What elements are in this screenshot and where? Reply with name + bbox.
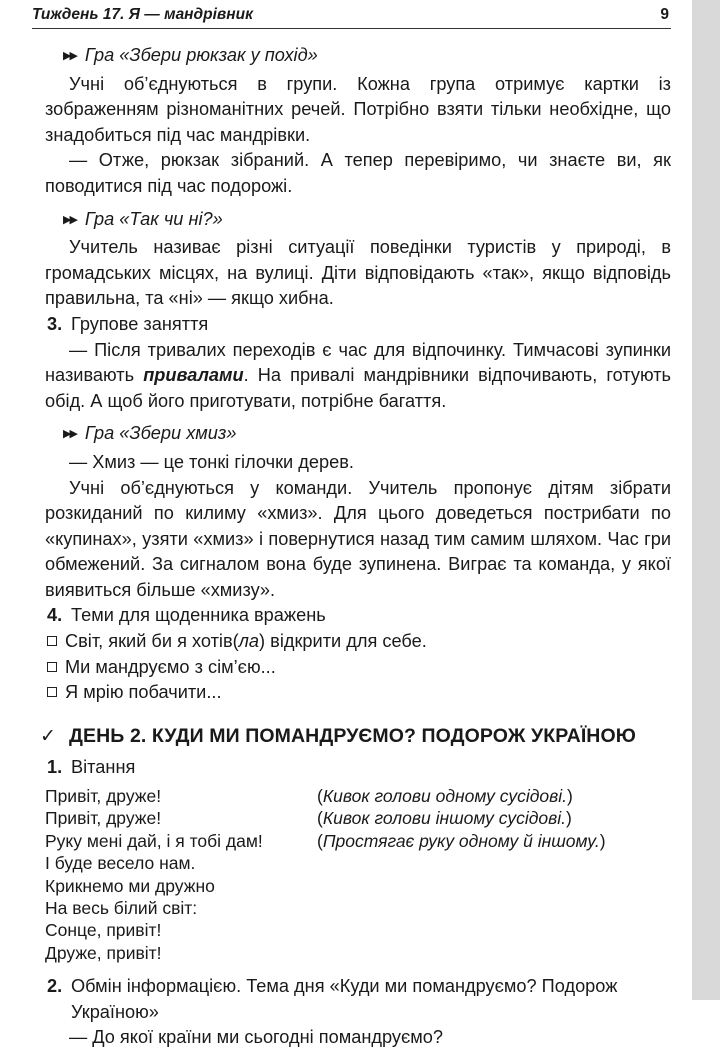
text-run: — Після тривалих переходів є час для відпочинку. Тимчасові зупинки називають <box>45 339 671 386</box>
game-title-text: Гра «Так чи ні?» <box>84 208 223 229</box>
square-bullet-icon <box>47 636 57 646</box>
poem-line: Руку мені дай, і я тобі дам! <box>45 830 263 851</box>
section-number: 2. <box>47 976 63 997</box>
poem-line: І буде весело нам. <box>45 853 196 874</box>
paragraph: Учні об’єднуються у команди. Учитель пропонує дітям зібрати розкиданий по килиму «хмиз». Для цього доведеться пострибати по «купинах», узяти «хмиз» і повернутися назад тим самим шляхом. Час гри обмежений. За сигналом вона буде зупинена. Виграє та команда, у якої виявиться більше «хмизу». <box>45 477 671 600</box>
text-run: . На привалі мандрівники відпочивають, готують обід. А щоб його приготувати, потрібне багаття. <box>45 365 671 411</box>
paragraph: Учні об’єднуються в групи. Кожна група отримує картки із зображенням різноманітних речей. Потрібно взяти тільки необхідне, що знадобиться під час мандрівки. <box>45 73 671 145</box>
poem-line: Крикнемо ми дружно <box>45 875 215 896</box>
poem-line: Привіт, друже! <box>45 786 162 807</box>
game-title-text: Гра «Збери рюкзак у похід» <box>84 45 318 65</box>
page-content <box>40 36 671 1051</box>
poem-line: Друже, привіт! <box>45 942 162 963</box>
section-number: 3. <box>47 313 63 334</box>
section-heading <box>47 603 671 629</box>
running-title: Тиждень 17. Я — мандрівник <box>32 6 253 23</box>
section-title: Групове заняття <box>71 313 209 334</box>
paragraph: — До якої країни ми сьогодні помандруємо? <box>69 1027 444 1048</box>
section-heading <box>47 312 671 338</box>
stage-note: (Простягає руку одному й іншому.) <box>317 830 606 851</box>
paragraph: Учитель називає різні ситуації поведінки туристів у природі, в громадських місцях, на вулиці. Діти відповідають «так», якщо відповідь правильна, та «ні» — якщо хибна. <box>45 237 671 309</box>
checkmark-icon: ✓ <box>40 725 57 747</box>
paragraph: — Отже, рюкзак зібраний. А тепер перевіримо, чи знаєте ви, як поводитися під час подорожі. <box>45 150 671 196</box>
paragraph <box>45 338 671 415</box>
section-title: Обмін інформацією. Тема дня «Куди ми помандруємо? Подорож Україною» <box>71 976 618 1022</box>
list-item-text: Ми мандруємо з сім’єю... <box>65 656 276 677</box>
double-arrow-icon: ▶▶ <box>63 213 76 226</box>
day-heading <box>40 724 671 750</box>
poem-line: Сонце, привіт! <box>45 920 162 941</box>
list-item <box>47 629 671 655</box>
double-arrow-icon: ▶▶ <box>63 50 76 62</box>
game-title-text: Гра «Збери хмиз» <box>84 423 237 444</box>
page-edge-bar <box>692 0 720 1000</box>
poem-line: Привіт, друже! <box>45 808 162 829</box>
section-title: Вітання <box>71 757 136 778</box>
game-title-yes-no <box>63 207 671 234</box>
page-header <box>32 4 671 29</box>
page-number: 9 <box>660 6 669 23</box>
section-title: Теми для щоденника вражень <box>71 605 326 626</box>
stage-note: (Кивок голови іншому сусідові.) <box>317 808 572 829</box>
paragraph: — Хмиз — це тонкі гілочки дерев. <box>69 451 354 472</box>
game-title-brushwood <box>63 421 671 448</box>
emphasis: привалами <box>143 365 244 386</box>
poem-line: На весь білий світ: <box>45 898 198 919</box>
square-bullet-icon <box>47 687 57 697</box>
list-item <box>47 680 671 706</box>
stage-note: (Кивок голови одному сусідові.) <box>317 786 573 807</box>
double-arrow-icon: ▶▶ <box>63 428 76 441</box>
section-number: 4. <box>47 605 63 626</box>
greeting-poem <box>45 785 671 964</box>
section-number: 1. <box>47 757 63 778</box>
square-bullet-icon <box>47 662 57 672</box>
section-heading <box>47 755 671 781</box>
list-item-text: Світ, який би я хотів(ла) відкрити для себе. <box>65 631 427 652</box>
game-title-backpack <box>63 43 671 70</box>
day-heading-text: ДЕНЬ 2. КУДИ МИ ПОМАНДРУЄМО? ПОДОРОЖ УКРАЇНОЮ <box>69 724 636 747</box>
list-item-text: Я мрію побачити... <box>65 682 222 703</box>
list-item <box>47 655 671 681</box>
